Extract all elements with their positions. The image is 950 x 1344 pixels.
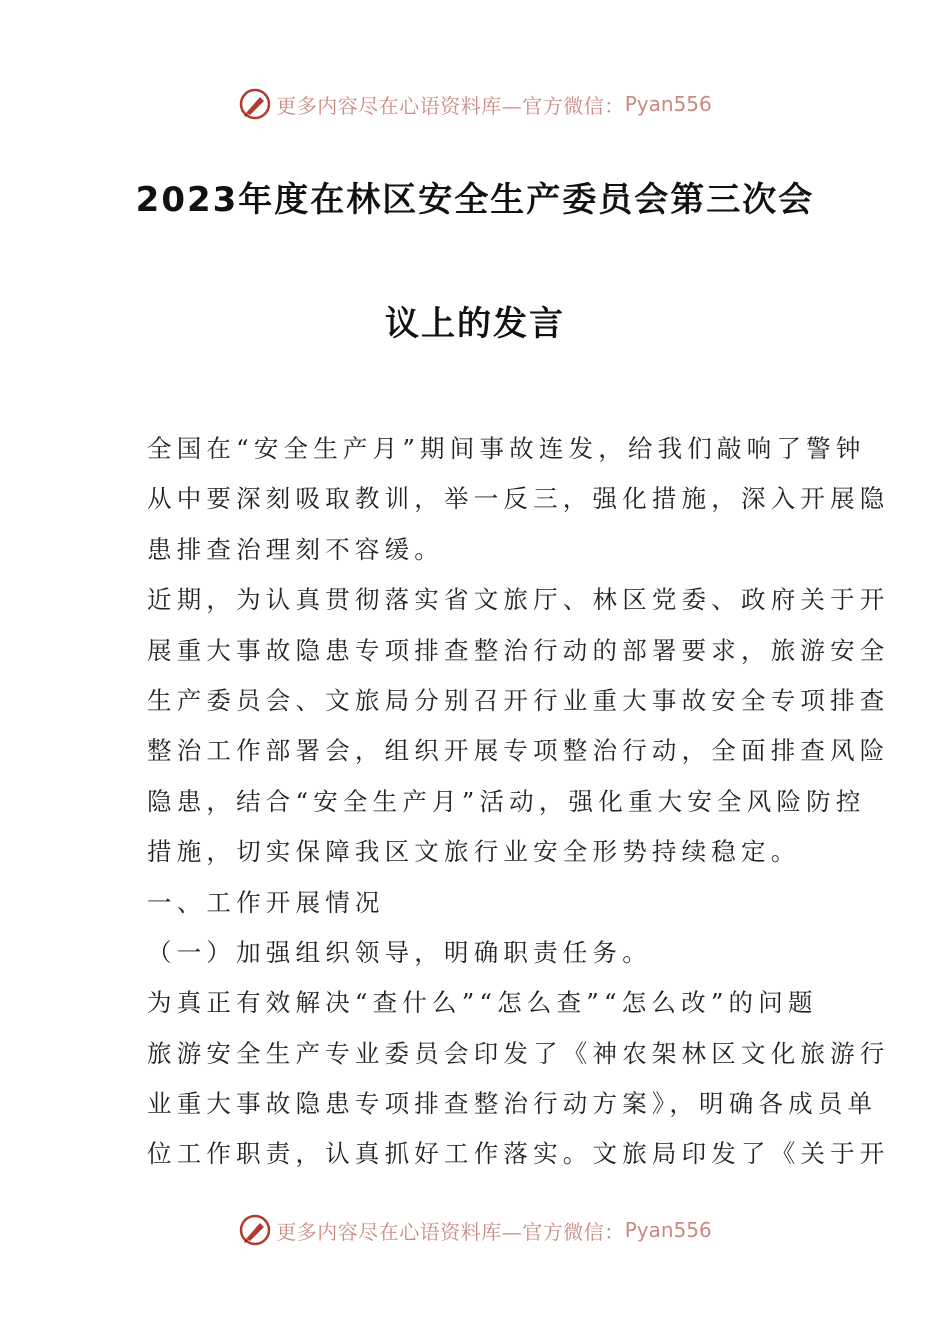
body-line: 从中要深刻吸取教训，举一反三，强化措施，深入开展隐 [147, 484, 890, 514]
body-line: 生产委员会、文旅局分别召开行业重大事故安全专项排查 [147, 685, 890, 715]
watermark-text: 更多内容尽在心语资料库—官方微信： [276, 93, 625, 118]
document-title-line-2: 议上的发言 [385, 304, 565, 344]
watermark-wechat-id: Pyan556 [624, 1218, 712, 1242]
body-line: 业重大事故隐患专项排查整治行动方案》，明确各成员单 [147, 1089, 878, 1119]
watermark-banner-top [0, 84, 950, 124]
document-body [147, 424, 890, 1180]
pen-logo-icon [238, 87, 272, 121]
document-title-line-1: 2023年度在林区安全生产委员会第三次会 [135, 180, 815, 220]
body-line: 近期，为认真贯彻落实省文旅厅、林区党委、政府关于开 [147, 585, 890, 615]
body-line: 措施，切实保障我区文旅行业安全形势持续稳定。 [147, 837, 801, 867]
body-line: 整治工作部署会，组织开展专项整治行动，全面排查风险 [147, 736, 890, 766]
section-heading: 一、工作开展情况 [147, 887, 385, 917]
pen-logo-icon [238, 1213, 272, 1247]
watermark-banner-bottom [0, 1210, 950, 1250]
body-line: 位工作职责，认真抓好工作落实。文旅局印发了《关于开 [147, 1139, 890, 1169]
body-line: 为真正有效解决“查什么”“怎么查”“怎么改”的问题 [147, 988, 818, 1018]
body-line: 全国在“安全生产月”期间事故连发，给我们敲响了警钟 [147, 434, 866, 463]
watermark-wechat-id: Pyan556 [624, 92, 712, 116]
subsection-heading: （一）加强组织领导，明确职责任务。 [147, 937, 652, 967]
body-line: 展重大事故隐患专项排查整治行动的部署要求，旅游安全 [147, 635, 890, 665]
body-line: 旅游安全生产专业委员会印发了《神农架林区文化旅游行 [147, 1038, 890, 1068]
body-line: 患排查治理刻不容缓。 [147, 534, 444, 564]
body-line: 隐患，结合“安全生产月”活动，强化重大安全风险防控 [147, 786, 866, 816]
watermark-text: 更多内容尽在心语资料库—官方微信： [276, 1219, 625, 1244]
